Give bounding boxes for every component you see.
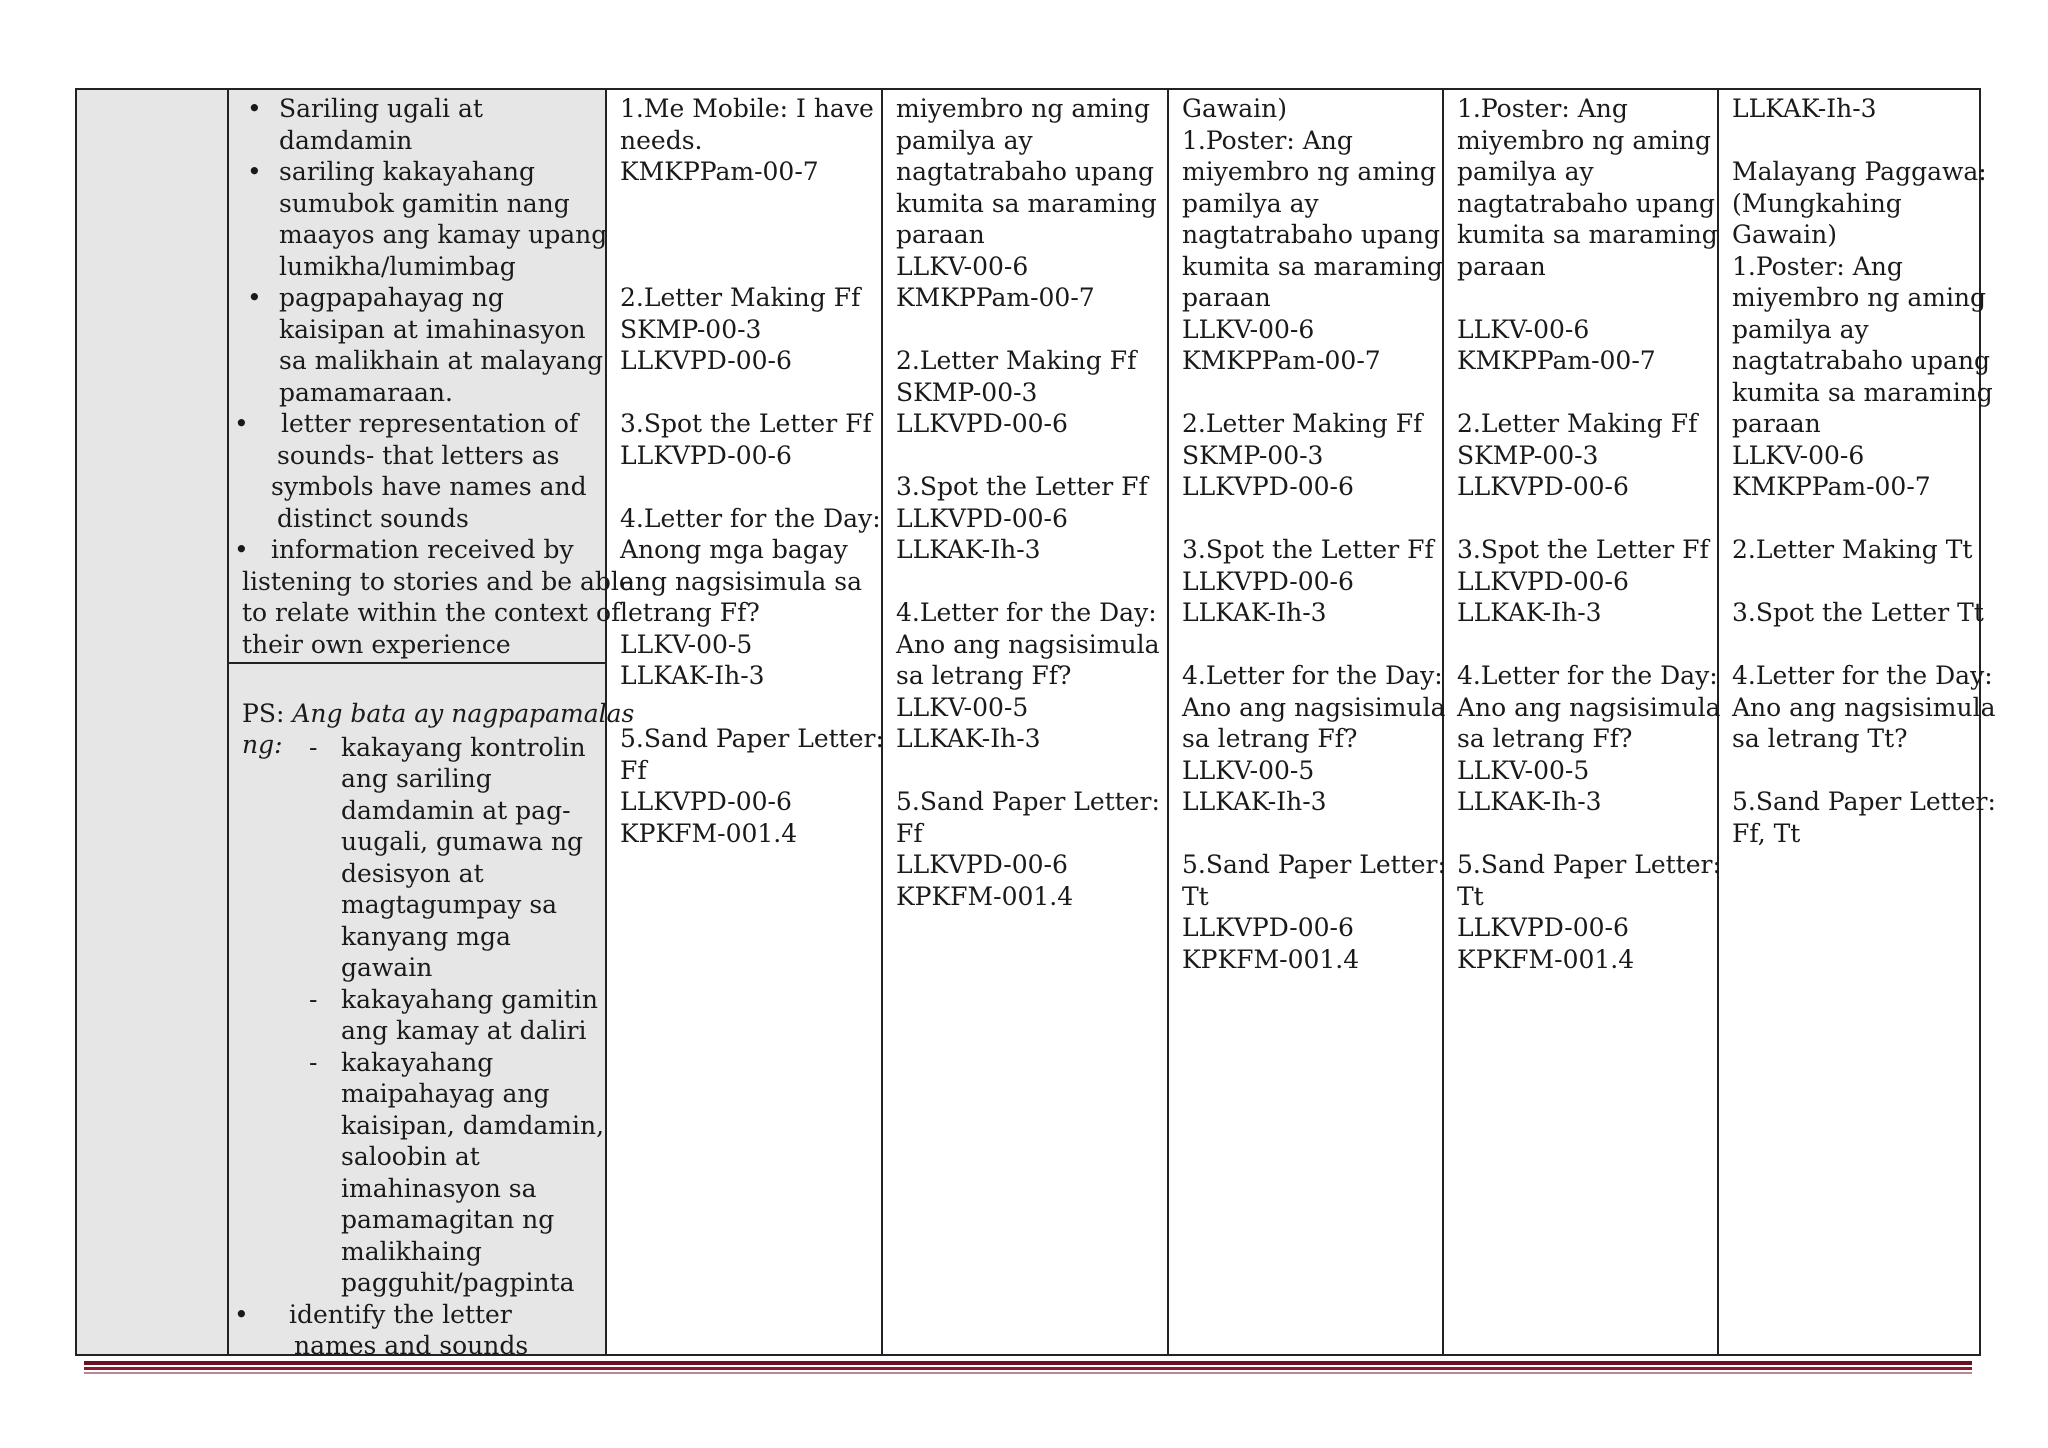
- list-item-text: maipahayag ang: [341, 1079, 550, 1108]
- table-column-day-2: [883, 90, 1169, 1354]
- day-5-activities: LLKAK-Ih-3 Malayang Paggawa: (Mungkahing Gawain) 1.Poster: Ang miyembro ng aming pamilya ay nagtatrabaho upang kumita sa maraming paraan LLKV-00-6 KMKPPam-00-7 2.Letter Making Tt 3.Spot the Letter Tt 4.Letter for the Day: Ano ang nagsisimula sa letrang Tt? 5.Sand Paper Letter: Ff, Tt: [1732, 94, 1996, 848]
- list-item: [229, 1236, 605, 1268]
- list-item-text: kakayahang gamitin: [341, 984, 598, 1014]
- list-item: [229, 314, 605, 346]
- list-item: [229, 732, 605, 764]
- list-item: [229, 1078, 605, 1110]
- list-item-text: pamamaraan.: [279, 377, 453, 407]
- list-item-text: gawain: [341, 953, 433, 982]
- list-item: [229, 952, 605, 984]
- list-item-text: pamamagitan ng: [341, 1205, 555, 1234]
- cell-divider: [229, 662, 605, 664]
- bullet-marker: -: [309, 732, 318, 762]
- list-item: [229, 1204, 605, 1236]
- day-4-activities: 1.Poster: Ang miyembro ng aming pamilya ay nagtatrabaho upang kumita sa maraming paraan LLKV-00-6 KMKPPam-00-7 2.Letter Making Ff SKMP-00-3 LLKVPD-00-6 3.Spot the Letter Ff LLKVPD-00-6 LLKAK-Ih-3 4.Letter for the Day: Ano ang nagsisimula sa letrang Ff? LLKV-00-5 LLKAK-Ih-3 5.Sand Paper Letter: Tt LLKVPD-00-6 KPKFM-001.4: [1457, 94, 1721, 974]
- table-column-day-5: [1719, 90, 1996, 1354]
- list-item: [229, 471, 605, 503]
- footer-rule: [84, 1372, 1972, 1374]
- ps-heading: [229, 666, 635, 728]
- list-item-text: saloobin at: [341, 1142, 480, 1171]
- table-column-day-3: [1169, 90, 1444, 1354]
- list-item: [229, 440, 605, 472]
- table-column-learning-competencies: [229, 90, 635, 1360]
- list-item-text: ang sariling: [341, 764, 492, 793]
- list-item-text: desisyon at: [341, 858, 484, 888]
- footer-rule: [84, 1367, 1972, 1370]
- list-item: [229, 1015, 605, 1047]
- competency-list-lower: [229, 666, 635, 1362]
- list-item: [229, 408, 605, 440]
- list-item-text: ang kamay at daliri: [341, 1016, 587, 1045]
- list-item-text: to relate within the context of: [242, 598, 621, 627]
- list-item: [229, 188, 605, 220]
- list-item: [229, 1173, 605, 1205]
- ps-heading-italic-2: ng:: [242, 730, 283, 759]
- list-item-text: sumubok gamitin nang: [279, 188, 570, 218]
- list-item-text: sariling kakayahang: [279, 157, 535, 186]
- lesson-plan-table: [75, 88, 1996, 1360]
- list-item-text: maayos ang kamay upang: [279, 220, 608, 249]
- list-item: [229, 251, 605, 283]
- list-item-text: listening to stories and be able: [242, 566, 634, 596]
- list-item: [229, 1267, 605, 1299]
- bullet-marker: •: [247, 94, 262, 123]
- footer-rule: [84, 1361, 1972, 1365]
- day-2-activities: miyembro ng aming pamilya ay nagtatrabaho upang kumita sa maraming paraan LLKV-00-6 KMKPPam-00-7 2.Letter Making Ff SKMP-00-3 LLKVPD-00-6 3.Spot the Letter Ff LLKVPD-00-6 LLKAK-Ih-3 4.Letter for the Day: Ano ang nagsisimula sa letrang Ff? LLKV-00-5 LLKAK-Ih-3 5.Sand Paper Letter: Ff LLKVPD-00-6 KPKFM-001.4: [896, 94, 1160, 911]
- bullet-marker: •: [234, 535, 249, 564]
- bullet-marker: •: [247, 157, 262, 186]
- list-item: [229, 889, 605, 921]
- bullet-marker: •: [234, 409, 249, 438]
- list-item-text: symbols have names and: [271, 472, 587, 501]
- bullet-marker: -: [309, 984, 318, 1014]
- list-item: [229, 282, 605, 314]
- list-item: [229, 826, 605, 858]
- list-item: [229, 858, 605, 890]
- list-item: [229, 219, 608, 251]
- table-column-label: [77, 90, 229, 1354]
- day-1-activities: 1.Me Mobile: I have needs. KMKPPam-00-7 2.Letter Making Ff SKMP-00-3 LLKVPD-00-6 3.Spot the Letter Ff LLKVPD-00-6 4.Letter for the Day: Anong mga bagay ang nagsisimula sa letrang Ff? LLKV-00-5 LLKAK-Ih-3 5.Sand Paper Letter: Ff LLKVPD-00-6 KPKFM-001.4: [620, 94, 884, 848]
- list-item-text: sounds- that letters as: [277, 440, 560, 470]
- list-item-text: distinct sounds: [277, 503, 469, 533]
- list-item: [229, 597, 621, 629]
- list-item: [229, 93, 605, 125]
- list-item-text: damdamin at pag-: [341, 795, 571, 825]
- list-item: [229, 629, 605, 661]
- list-item-text: damdamin: [279, 125, 413, 155]
- list-item: [229, 566, 634, 598]
- table-column-day-1: [607, 90, 883, 1354]
- list-item-text: imahinasyon sa: [341, 1173, 537, 1203]
- table-column-day-4: [1444, 90, 1719, 1354]
- list-item-text: magtagumpay sa: [341, 890, 558, 919]
- list-item: [229, 1047, 605, 1079]
- list-item-text: kaisipan at imahinasyon: [279, 314, 586, 344]
- list-item: [229, 763, 605, 795]
- list-item-text: their own experience: [242, 629, 511, 659]
- list-item: [229, 921, 605, 953]
- list-item: [229, 156, 605, 188]
- list-item-text: pagpapahayag ng: [279, 283, 504, 312]
- list-item: [229, 1330, 605, 1362]
- bullet-marker: -: [309, 1047, 318, 1077]
- bullet-marker: •: [234, 1299, 249, 1329]
- list-item: [229, 1299, 605, 1331]
- list-item: [229, 503, 605, 535]
- bullet-marker: •: [247, 283, 262, 312]
- list-item: [229, 1110, 605, 1142]
- list-item-text: uugali, gumawa ng: [341, 827, 584, 856]
- ps-heading-italic: Ang bata ay nagpapamalas: [292, 698, 635, 728]
- ps-prefix: PS:: [242, 698, 293, 728]
- list-item: [229, 125, 605, 157]
- list-item: [229, 1141, 605, 1173]
- list-item-text: names and sounds: [294, 1331, 529, 1360]
- list-item: [229, 795, 605, 827]
- list-item-text: lumikha/lumimbag: [279, 251, 516, 281]
- list-item-text: kanyang mga: [341, 921, 511, 951]
- list-item: [229, 984, 605, 1016]
- list-item-text: kaisipan, damdamin,: [341, 1110, 605, 1140]
- list-item-text: sa malikhain at malayang: [279, 346, 604, 375]
- list-item-text: pagguhit/pagpinta: [341, 1268, 575, 1297]
- list-item-text: Sariling ugali at: [279, 94, 483, 123]
- list-item-text: letter representation of: [281, 409, 579, 438]
- competency-list-upper: [229, 93, 634, 660]
- day-3-activities: Gawain) 1.Poster: Ang miyembro ng aming pamilya ay nagtatrabaho upang kumita sa maraming paraan LLKV-00-6 KMKPPam-00-7 2.Letter Making Ff SKMP-00-3 LLKVPD-00-6 3.Spot the Letter Ff LLKVPD-00-6 LLKAK-Ih-3 4.Letter for the Day: Ano ang nagsisimula sa letrang Ff? LLKV-00-5 LLKAK-Ih-3 5.Sand Paper Letter: Tt LLKVPD-00-6 KPKFM-001.4: [1182, 94, 1446, 974]
- list-item-text: information received by: [271, 535, 574, 564]
- list-item: [229, 345, 605, 377]
- list-item: [229, 377, 605, 409]
- list-item-text: kakayang kontrolin: [341, 732, 586, 762]
- list-item: [229, 534, 605, 566]
- list-item-text: kakayahang: [341, 1047, 494, 1077]
- list-item-text: identify the letter: [289, 1299, 512, 1329]
- list-item-text: malikhaing: [341, 1236, 482, 1266]
